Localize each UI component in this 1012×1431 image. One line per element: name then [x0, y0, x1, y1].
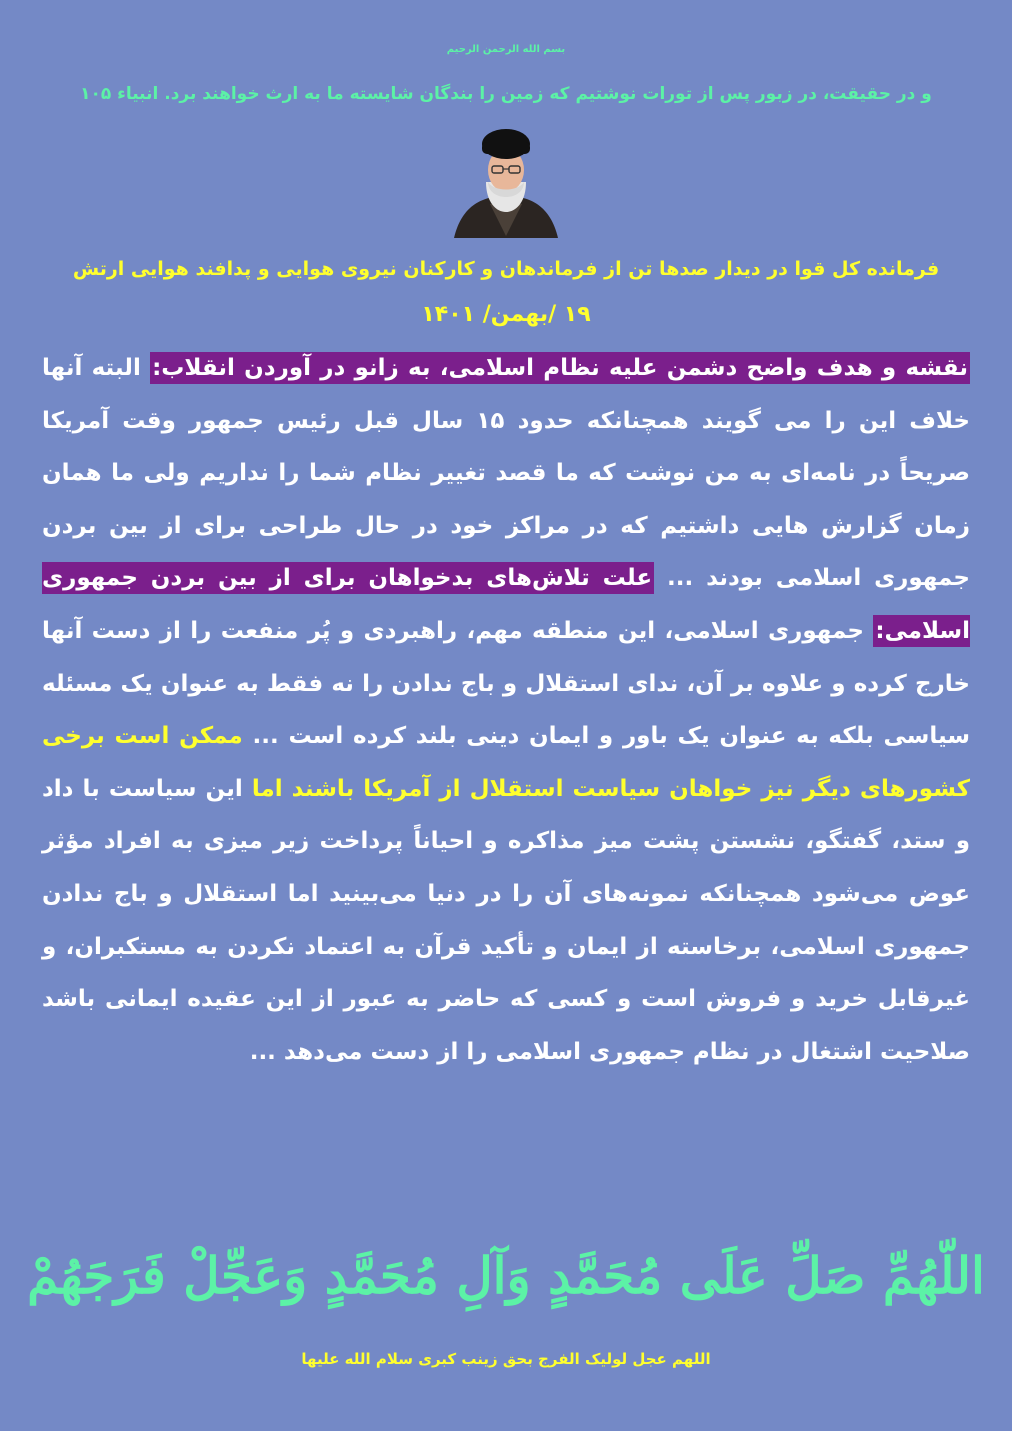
leader-portrait	[448, 118, 564, 238]
basmala: بسم الله الرحمن الرحيم	[446, 44, 566, 55]
subtitle: فرمانده کل قوا در دیدار صدها تن از فرماندهان و کارکنان نیروی هوایی و پدافند هوایی ارتش	[72, 258, 940, 280]
date: ۱۹ /بهمن/ ۱۴۰۱	[421, 302, 591, 327]
heading-highlight-1: نقشه و هدف واضح دشمن علیه نظام اسلامی، به زانو در آوردن انقلاب:	[150, 352, 970, 384]
quran-verse: و در حقیقت، در زبور پس از تورات نوشتیم که زمین را بندگان شایسته ما به ارث خواهند برد. انبیاء ۱۰۵	[80, 84, 932, 104]
article-body	[42, 342, 970, 1078]
paragraph-3: این سیاست با داد و ستد، گفتگو، نشستن پشت میز مذاکره و احیاناً پرداخت زیر میزی به افراد مؤثر عوض می‌شود همچنانکه نمونه‌های آن را در دنیا می‌بینید اما استقلال و باج ندادن جمهوری اسلامی، برخاسته از ایمان و تأکید قرآن به اعتماد نکردن به مستکبران، و غیرقابل خرید و فروش است و کسی که حاضر به عبور از این عقیده ایمانی باشد صلاحیت اشتغال در نظام جمهوری اسلامی را از دست می‌دهد ...	[42, 775, 970, 1065]
salawat: اللّهُمِّ صَلِّ عَلَی مُحَمَّدٍ وَآلِ مُحَمَّدٍ وَعَجِّلْ فَرَجَهُمْ	[27, 1246, 985, 1305]
heading-highlight-2: علت تلاش‌های بدخواهان برای از بین بردن جمهوری اسلامی:	[42, 562, 970, 647]
paragraph-2: جمهوری اسلامی، این منطقه مهم، راهبردی و پُر منفعت را از دست آنها خارج کرده و علاوه بر آن، ندای استقلال و باج ندادن را نه فقط به عنوان یک مسئله سیاسی بلکه به عنوان یک باور و ایمان دینی بلند کرده است ...	[42, 617, 971, 750]
paragraph-1: البته آنها خلاف این را می گویند همچنانکه حدود ۱۵ سال قبل رئیس جمهور وقت آمریکا صریحاً در نامه‌ای به من نوشت که ما قصد تغییر نظام شما را نداریم ولی ما همان زمان گزارش هایی داشتیم که در مراکز خود در حال طراحی برای از بین بردن جمهوری اسلامی بودند ...	[42, 355, 970, 592]
yellow-emphasis: ممکن است برخی کشورهای دیگر نیز خواهان سیاست استقلال از آمریکا باشند اما	[42, 723, 970, 802]
dua: اللهم عجل لولیک الفرج بحق زینب کبری سلام الله علیها	[301, 1350, 711, 1368]
